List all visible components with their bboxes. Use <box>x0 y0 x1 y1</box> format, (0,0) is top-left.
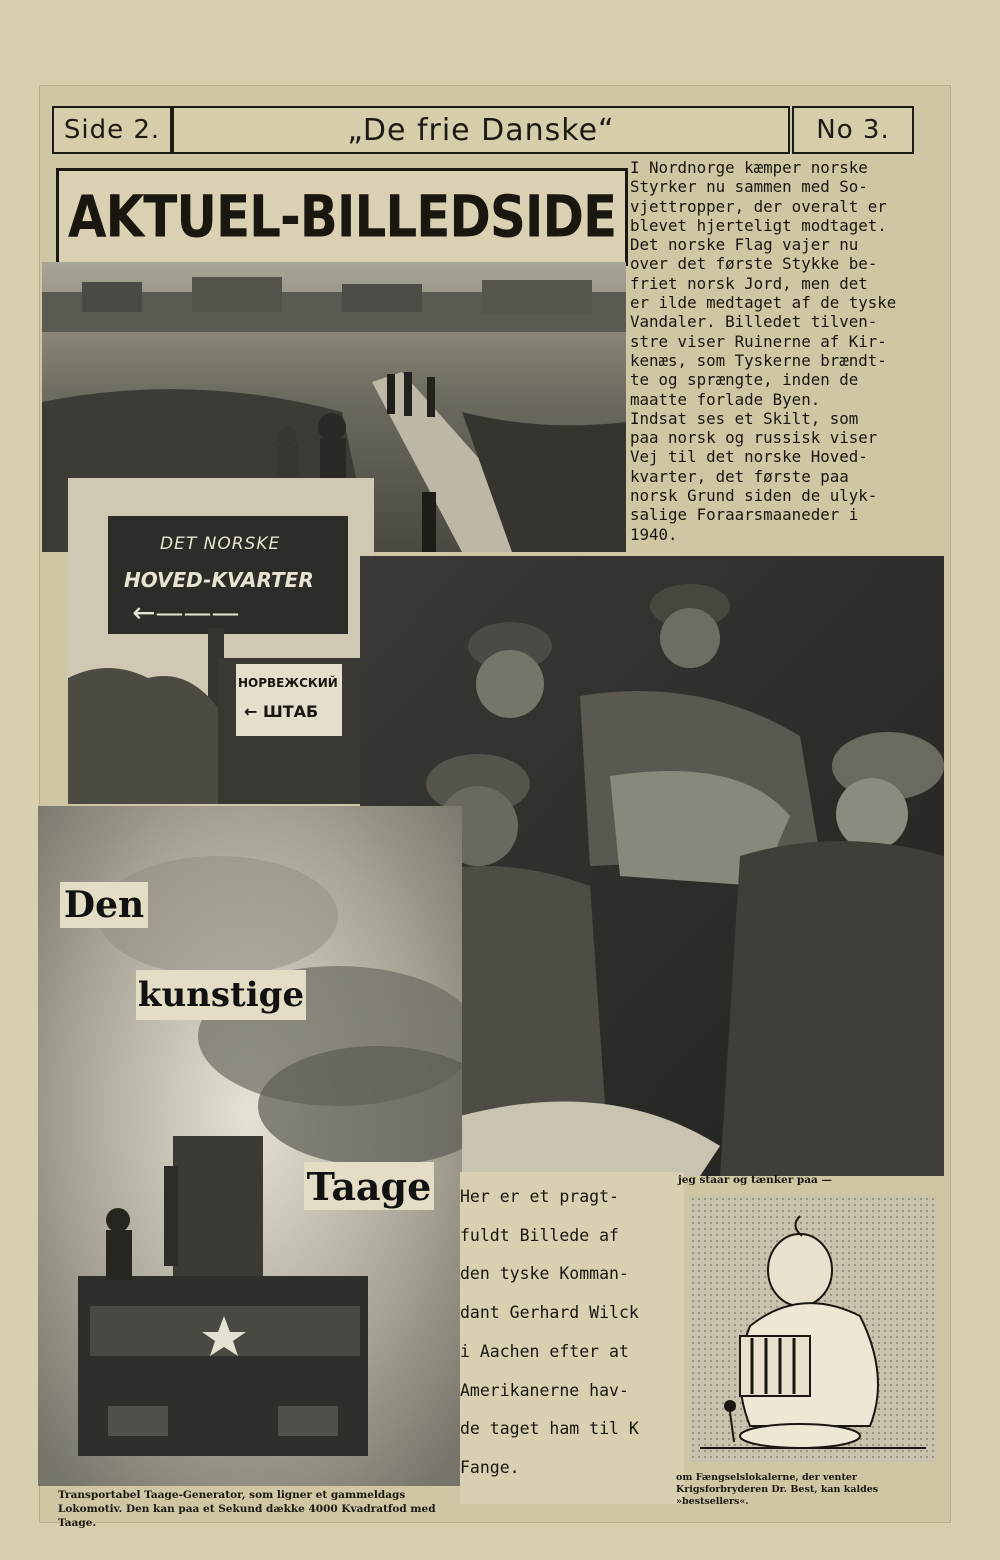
cartoon-image <box>690 1196 936 1462</box>
sign-russian-line-1: НОРВЕЖСКИЙ <box>238 676 338 690</box>
fog-caption: Transportabel Taage-Generator, som ligner et gammeldags Lokomotiv. Den kan paa et Sekund dække 4000 Kvadratfod med Taage. <box>58 1489 436 1529</box>
masthead-box <box>172 106 790 154</box>
article-line: over det første Stykke be- <box>630 254 878 274</box>
cartoon-top-text: jeg staar og tænker paa — <box>678 1174 833 1186</box>
wilck-caption-line: dant Gerhard Wilck <box>460 1303 639 1323</box>
article-line: 1940. <box>630 524 678 544</box>
article-line: Vandaler. Billedet tilven- <box>630 312 878 332</box>
article-line: stre viser Ruinerne af Kir- <box>630 331 887 351</box>
wilck-caption-line: Amerikanerne hav- <box>460 1380 629 1400</box>
article-line: paa norsk og russisk viser <box>630 428 878 448</box>
fog-word-den: Den <box>60 882 148 928</box>
article-line: kenæs, som Tyskerne brændt- <box>630 350 887 370</box>
article-line: maatte forlade Byen. <box>630 389 821 409</box>
page-number: Side 2. <box>63 115 161 145</box>
article-line: kvarter, det første paa <box>630 466 849 486</box>
wilck-caption-line: Her er et pragt- <box>460 1187 619 1206</box>
sign-line-1: DET NORSKE <box>160 534 281 554</box>
sign-photo-image <box>68 478 374 804</box>
wilck-caption-line: Fange. <box>460 1457 520 1477</box>
article-line: Det norske Flag vajer nu <box>630 235 859 255</box>
article-line: vjettropper, der overalt er <box>630 196 887 216</box>
sign-photo <box>68 478 374 804</box>
article-line: er ilde medtaget af de tyske <box>630 293 897 313</box>
page-number-box <box>52 106 172 154</box>
article-line: norsk Grund siden de ulyk- <box>630 486 878 506</box>
sign-arrow-icon: ←——— <box>132 596 240 629</box>
article-line: blevet hjerteligt modtaget. <box>630 215 887 235</box>
wilck-caption-line: i Aachen efter at <box>460 1341 629 1361</box>
title-box <box>56 168 628 266</box>
wilck-caption-line: de taget ham til K <box>460 1419 639 1439</box>
wilck-caption-line: den tyske Komman- <box>460 1264 629 1284</box>
wilck-caption <box>460 1178 686 1488</box>
article-line: te og sprængte, inden de <box>630 370 859 390</box>
cartoon-panel <box>690 1196 936 1462</box>
page-title: AKTUEL-BILLEDSIDE <box>67 183 617 251</box>
sign-russian-line-2: ← ШТАБ <box>244 702 319 721</box>
masthead-title: „De frie Danske“ <box>347 112 615 148</box>
issue-number: No 3. <box>816 115 890 145</box>
article-text <box>630 158 948 544</box>
article-line: Vej til det norske Hoved- <box>630 447 868 467</box>
fog-word-kunstige: kunstige <box>136 970 306 1020</box>
article-line: I Nordnorge kæmper norske <box>630 158 868 177</box>
cartoon-caption: om Fængselslokalerne, der venter Krigsforbryderen Dr. Best, kan kaldes »bestsellers«. <box>676 1472 879 1507</box>
article-line: friet norsk Jord, men det <box>630 273 868 293</box>
article-line: salige Foraarsmaaneder i <box>630 505 859 525</box>
issue-number-box <box>792 106 914 154</box>
fog-word-taage: Taage <box>304 1162 434 1210</box>
wilck-caption-line: fuldt Billede af <box>460 1225 619 1245</box>
sign-line-2: HOVED-KVARTER <box>124 568 314 592</box>
article-line: Indsat ses et Skilt, som <box>630 408 859 428</box>
article-line: Styrker nu sammen med So- <box>630 177 868 197</box>
